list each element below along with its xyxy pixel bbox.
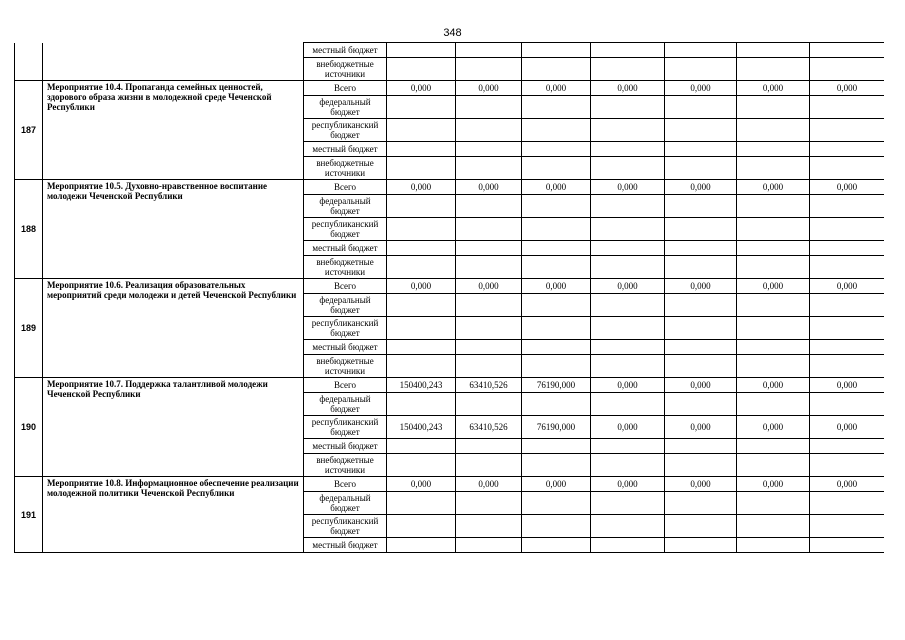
value-cell bbox=[810, 96, 885, 119]
table-row bbox=[15, 477, 885, 492]
page-number: 348 bbox=[443, 27, 462, 39]
value-cell: 0,000 bbox=[810, 416, 885, 439]
value-cell bbox=[591, 454, 665, 477]
value-cell: 63410,526 bbox=[456, 416, 522, 439]
value-cell bbox=[665, 195, 737, 218]
value-cell: 0,000 bbox=[810, 81, 885, 96]
measure-title: Мероприятие 10.8. Информационное обеспечение реализации молодежной политики Чеченской Республики bbox=[43, 477, 304, 553]
value-cell bbox=[591, 195, 665, 218]
value-cell bbox=[387, 294, 456, 317]
value-cell bbox=[810, 355, 885, 378]
value-cell bbox=[387, 439, 456, 454]
source-label: федеральный бюджет bbox=[304, 96, 387, 119]
table-row bbox=[15, 58, 885, 81]
value-cell bbox=[810, 538, 885, 553]
value-cell bbox=[737, 393, 810, 416]
value-cell: 0,000 bbox=[665, 378, 737, 393]
source-label: федеральный бюджет bbox=[304, 294, 387, 317]
value-cell: 150400,243 bbox=[387, 416, 456, 439]
value-cell bbox=[522, 58, 591, 81]
value-cell bbox=[591, 294, 665, 317]
value-cell bbox=[737, 256, 810, 279]
value-cell bbox=[591, 538, 665, 553]
measure-title: Мероприятие 10.6. Реализация образовательных мероприятий среди молодежи и детей Чеченской Республики bbox=[43, 279, 304, 378]
value-cell bbox=[737, 340, 810, 355]
value-cell bbox=[591, 119, 665, 142]
value-cell: 0,000 bbox=[456, 180, 522, 195]
value-cell bbox=[522, 294, 591, 317]
budget-table bbox=[14, 42, 884, 553]
value-cell bbox=[665, 538, 737, 553]
measure-title: Мероприятие 10.4. Пропаганда семейных ценностей, здорового образа жизни в молодежной среде Чеченской Республики bbox=[43, 81, 304, 180]
value-cell bbox=[456, 58, 522, 81]
value-cell bbox=[810, 195, 885, 218]
value-cell bbox=[737, 355, 810, 378]
source-label: Всего bbox=[304, 477, 387, 492]
value-cell bbox=[522, 241, 591, 256]
value-cell: 0,000 bbox=[591, 477, 665, 492]
value-cell bbox=[810, 241, 885, 256]
value-cell bbox=[387, 515, 456, 538]
value-cell bbox=[665, 157, 737, 180]
source-label: федеральный бюджет bbox=[304, 195, 387, 218]
value-cell: 0,000 bbox=[387, 81, 456, 96]
value-cell bbox=[591, 492, 665, 515]
value-cell bbox=[665, 340, 737, 355]
value-cell bbox=[387, 256, 456, 279]
value-cell bbox=[665, 218, 737, 241]
value-cell bbox=[810, 393, 885, 416]
value-cell bbox=[522, 43, 591, 58]
value-cell bbox=[591, 142, 665, 157]
value-cell: 0,000 bbox=[522, 279, 591, 294]
value-cell bbox=[810, 515, 885, 538]
value-cell: 0,000 bbox=[665, 180, 737, 195]
value-cell bbox=[522, 393, 591, 416]
value-cell bbox=[665, 317, 737, 340]
value-cell: 76190,000 bbox=[522, 416, 591, 439]
source-label: республиканский бюджет bbox=[304, 317, 387, 340]
value-cell bbox=[665, 355, 737, 378]
value-cell bbox=[737, 119, 810, 142]
value-cell bbox=[456, 241, 522, 256]
value-cell bbox=[387, 195, 456, 218]
value-cell bbox=[387, 454, 456, 477]
value-cell bbox=[456, 195, 522, 218]
value-cell bbox=[591, 241, 665, 256]
table-row bbox=[15, 279, 885, 294]
value-cell bbox=[737, 317, 810, 340]
table-row bbox=[15, 81, 885, 96]
value-cell bbox=[456, 43, 522, 58]
empty-cell bbox=[15, 43, 43, 58]
value-cell bbox=[810, 256, 885, 279]
value-cell bbox=[522, 317, 591, 340]
value-cell: 0,000 bbox=[737, 477, 810, 492]
row-number: 188 bbox=[15, 180, 43, 279]
value-cell bbox=[665, 119, 737, 142]
value-cell bbox=[810, 43, 885, 58]
value-cell: 0,000 bbox=[810, 477, 885, 492]
row-number: 189 bbox=[15, 279, 43, 378]
row-number: 187 bbox=[15, 81, 43, 180]
value-cell bbox=[387, 218, 456, 241]
value-cell: 0,000 bbox=[591, 180, 665, 195]
source-label: внебюджетные источники bbox=[304, 157, 387, 180]
value-cell bbox=[737, 142, 810, 157]
source-label: Всего bbox=[304, 378, 387, 393]
value-cell bbox=[591, 58, 665, 81]
source-label: внебюджетные источники bbox=[304, 256, 387, 279]
empty-cell bbox=[15, 58, 43, 81]
value-cell bbox=[456, 218, 522, 241]
value-cell bbox=[456, 439, 522, 454]
value-cell: 0,000 bbox=[522, 477, 591, 492]
value-cell: 150400,243 bbox=[387, 378, 456, 393]
value-cell bbox=[387, 58, 456, 81]
value-cell: 0,000 bbox=[810, 378, 885, 393]
value-cell bbox=[387, 340, 456, 355]
value-cell: 0,000 bbox=[737, 378, 810, 393]
value-cell bbox=[810, 454, 885, 477]
source-label: внебюджетные источники bbox=[304, 355, 387, 378]
value-cell: 0,000 bbox=[591, 416, 665, 439]
value-cell bbox=[810, 142, 885, 157]
value-cell: 63410,526 bbox=[456, 378, 522, 393]
value-cell bbox=[522, 157, 591, 180]
value-cell bbox=[665, 241, 737, 256]
value-cell bbox=[387, 393, 456, 416]
empty-cell bbox=[43, 43, 304, 58]
value-cell: 0,000 bbox=[522, 81, 591, 96]
value-cell bbox=[456, 256, 522, 279]
value-cell: 0,000 bbox=[456, 477, 522, 492]
value-cell: 0,000 bbox=[737, 81, 810, 96]
value-cell bbox=[737, 157, 810, 180]
source-label: местный бюджет bbox=[304, 43, 387, 58]
value-cell bbox=[737, 294, 810, 317]
value-cell: 0,000 bbox=[737, 279, 810, 294]
value-cell bbox=[522, 439, 591, 454]
value-cell bbox=[737, 96, 810, 119]
source-label: Всего bbox=[304, 279, 387, 294]
table-row bbox=[15, 378, 885, 393]
value-cell bbox=[810, 492, 885, 515]
table-row bbox=[15, 180, 885, 195]
value-cell bbox=[456, 119, 522, 142]
value-cell bbox=[387, 538, 456, 553]
value-cell bbox=[522, 256, 591, 279]
value-cell bbox=[591, 340, 665, 355]
value-cell bbox=[810, 119, 885, 142]
value-cell bbox=[737, 492, 810, 515]
value-cell bbox=[522, 538, 591, 553]
value-cell bbox=[522, 355, 591, 378]
value-cell: 0,000 bbox=[665, 416, 737, 439]
value-cell bbox=[591, 393, 665, 416]
value-cell bbox=[387, 119, 456, 142]
source-label: республиканский бюджет bbox=[304, 515, 387, 538]
value-cell: 0,000 bbox=[810, 180, 885, 195]
empty-cell bbox=[43, 58, 304, 81]
value-cell bbox=[810, 439, 885, 454]
value-cell bbox=[810, 340, 885, 355]
value-cell bbox=[810, 317, 885, 340]
source-label: Всего bbox=[304, 81, 387, 96]
measure-title: Мероприятие 10.5. Духовно-нравственное воспитание молодежи Чеченской Республики bbox=[43, 180, 304, 279]
source-label: федеральный бюджет bbox=[304, 393, 387, 416]
source-label: местный бюджет bbox=[304, 538, 387, 553]
value-cell bbox=[522, 119, 591, 142]
value-cell bbox=[387, 355, 456, 378]
source-label: республиканский бюджет bbox=[304, 416, 387, 439]
measure-title: Мероприятие 10.7. Поддержка талантливой молодежи Чеченской Республики bbox=[43, 378, 304, 477]
value-cell bbox=[591, 256, 665, 279]
value-cell bbox=[591, 157, 665, 180]
value-cell: 76190,000 bbox=[522, 378, 591, 393]
value-cell bbox=[387, 96, 456, 119]
value-cell bbox=[456, 492, 522, 515]
value-cell bbox=[737, 241, 810, 256]
value-cell bbox=[665, 515, 737, 538]
value-cell bbox=[522, 218, 591, 241]
value-cell bbox=[387, 241, 456, 256]
value-cell: 0,000 bbox=[456, 81, 522, 96]
value-cell: 0,000 bbox=[591, 378, 665, 393]
value-cell bbox=[591, 218, 665, 241]
value-cell bbox=[591, 439, 665, 454]
value-cell: 0,000 bbox=[665, 81, 737, 96]
value-cell bbox=[737, 58, 810, 81]
value-cell bbox=[456, 515, 522, 538]
source-label: внебюджетные источники bbox=[304, 58, 387, 81]
value-cell bbox=[737, 43, 810, 58]
value-cell bbox=[456, 355, 522, 378]
value-cell: 0,000 bbox=[737, 416, 810, 439]
value-cell: 0,000 bbox=[387, 180, 456, 195]
value-cell bbox=[456, 454, 522, 477]
value-cell bbox=[810, 294, 885, 317]
source-label: местный бюджет bbox=[304, 142, 387, 157]
value-cell: 0,000 bbox=[456, 279, 522, 294]
value-cell bbox=[665, 96, 737, 119]
value-cell bbox=[591, 96, 665, 119]
value-cell bbox=[810, 157, 885, 180]
value-cell bbox=[456, 393, 522, 416]
value-cell: 0,000 bbox=[387, 279, 456, 294]
value-cell bbox=[522, 195, 591, 218]
value-cell bbox=[456, 96, 522, 119]
budget-table-wrapper bbox=[14, 42, 884, 590]
value-cell bbox=[737, 515, 810, 538]
source-label: республиканский бюджет bbox=[304, 119, 387, 142]
value-cell bbox=[810, 58, 885, 81]
value-cell bbox=[522, 340, 591, 355]
value-cell bbox=[387, 492, 456, 515]
value-cell bbox=[737, 454, 810, 477]
value-cell bbox=[522, 492, 591, 515]
source-label: местный бюджет bbox=[304, 340, 387, 355]
source-label: местный бюджет bbox=[304, 439, 387, 454]
value-cell: 0,000 bbox=[591, 81, 665, 96]
source-label: федеральный бюджет bbox=[304, 492, 387, 515]
value-cell bbox=[665, 439, 737, 454]
value-cell bbox=[522, 454, 591, 477]
value-cell bbox=[456, 294, 522, 317]
value-cell: 0,000 bbox=[665, 477, 737, 492]
value-cell bbox=[522, 142, 591, 157]
row-number: 191 bbox=[15, 477, 43, 553]
value-cell bbox=[591, 355, 665, 378]
value-cell bbox=[665, 43, 737, 58]
value-cell bbox=[737, 538, 810, 553]
value-cell: 0,000 bbox=[522, 180, 591, 195]
value-cell bbox=[456, 538, 522, 553]
value-cell bbox=[456, 142, 522, 157]
value-cell bbox=[387, 43, 456, 58]
value-cell bbox=[522, 515, 591, 538]
value-cell bbox=[591, 317, 665, 340]
value-cell bbox=[665, 492, 737, 515]
source-label: республиканский бюджет bbox=[304, 218, 387, 241]
value-cell bbox=[810, 218, 885, 241]
value-cell bbox=[665, 256, 737, 279]
value-cell bbox=[456, 317, 522, 340]
value-cell bbox=[456, 157, 522, 180]
value-cell bbox=[387, 157, 456, 180]
value-cell bbox=[456, 340, 522, 355]
value-cell bbox=[737, 218, 810, 241]
table-row bbox=[15, 43, 885, 58]
value-cell bbox=[591, 515, 665, 538]
value-cell bbox=[665, 58, 737, 81]
value-cell bbox=[665, 294, 737, 317]
value-cell bbox=[591, 43, 665, 58]
value-cell: 0,000 bbox=[810, 279, 885, 294]
value-cell: 0,000 bbox=[737, 180, 810, 195]
source-label: Всего bbox=[304, 180, 387, 195]
table-body bbox=[15, 43, 885, 553]
value-cell bbox=[387, 317, 456, 340]
value-cell: 0,000 bbox=[665, 279, 737, 294]
value-cell bbox=[665, 393, 737, 416]
value-cell: 0,000 bbox=[387, 477, 456, 492]
source-label: внебюджетные источники bbox=[304, 454, 387, 477]
value-cell bbox=[387, 142, 456, 157]
value-cell bbox=[737, 439, 810, 454]
source-label: местный бюджет bbox=[304, 241, 387, 256]
row-number: 190 bbox=[15, 378, 43, 477]
value-cell bbox=[665, 142, 737, 157]
value-cell bbox=[737, 195, 810, 218]
value-cell bbox=[522, 96, 591, 119]
value-cell bbox=[665, 454, 737, 477]
value-cell: 0,000 bbox=[591, 279, 665, 294]
